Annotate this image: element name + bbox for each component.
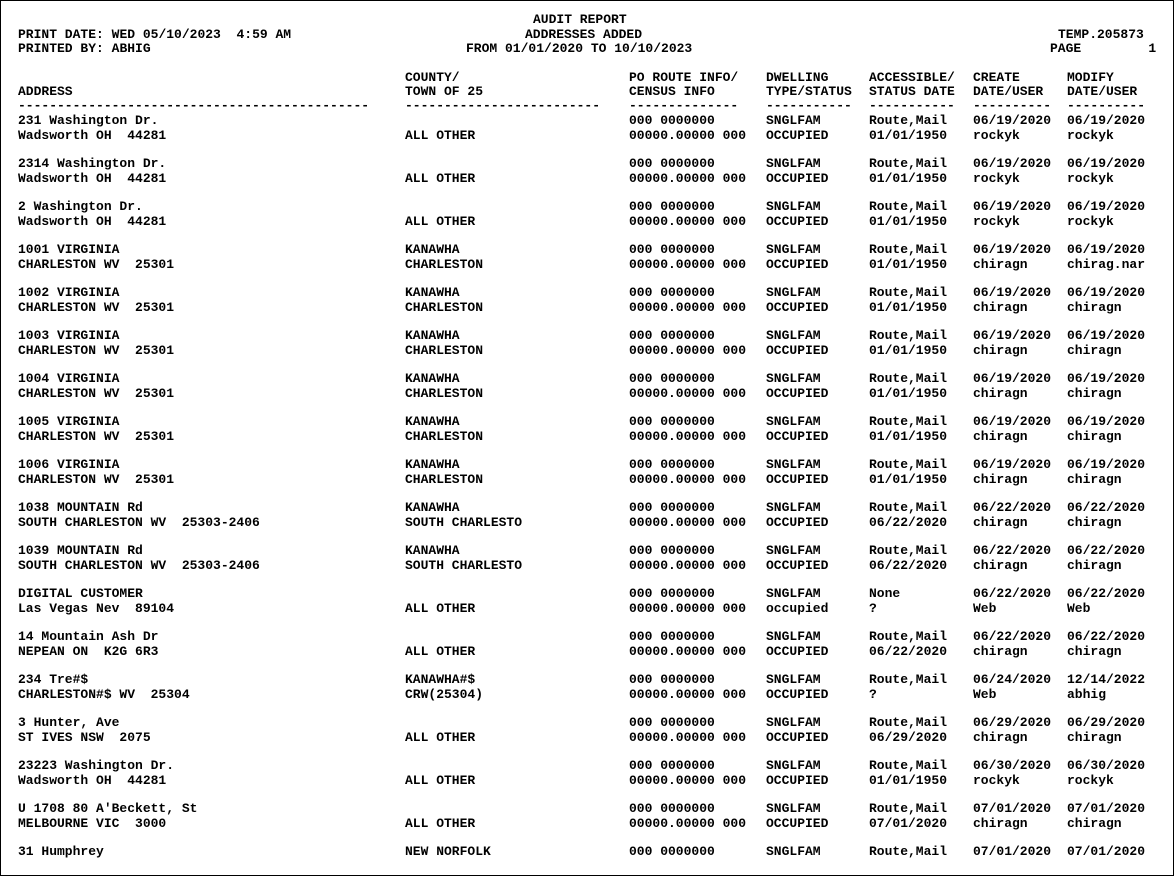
address-cell-line1: 1006 VIRGINIA [18, 457, 120, 472]
county-town-cell-line1: KANAWHA#$ [405, 672, 476, 687]
create-date-user-cell-line1: 06/19/2020 [973, 371, 1052, 386]
modify-date-user-cell-line1: 06/22/2020 [1067, 586, 1146, 601]
create-date-user-cell-line2: chiragn [973, 644, 1028, 659]
create-date-user-cell-line1: 06/19/2020 [973, 457, 1052, 472]
po-route-census-cell-line1: 000 0000000 [629, 371, 715, 386]
county-town-cell-line1: KANAWHA [405, 457, 460, 472]
accessible-status-date-cell-line2: ? [869, 687, 877, 702]
county-town-cell-line1: NEW NORFOLK [405, 844, 491, 859]
modify-date-user-cell-line1: 07/01/2020 [1067, 844, 1146, 859]
po-route-census-cell-line1: 000 0000000 [629, 801, 715, 816]
accessible-status-date-cell-line2: 01/01/1950 [869, 429, 948, 444]
modify-date-user-cell-line1: 06/19/2020 [1067, 199, 1146, 214]
modify-date-user-cell-line1: 06/19/2020 [1067, 242, 1146, 257]
po-route-census-cell-line1: 000 0000000 [629, 414, 715, 429]
modify-date-user-cell-line2: chiragn [1067, 300, 1122, 315]
create-date-user-cell-line2: chiragn [973, 816, 1028, 831]
create-date-user-cell-line1: 06/22/2020 [973, 543, 1052, 558]
address-cell-line1: DIGITAL CUSTOMER [18, 586, 143, 601]
dwelling-type-status-cell-line1: SNGLFAM [766, 156, 821, 171]
accessible-status-date-cell-line2: ? [869, 601, 877, 616]
create-date-user-cell-line1: 06/22/2020 [973, 586, 1052, 601]
temp-id: TEMP.205873 [1058, 27, 1144, 42]
address-cell-line1: 1038 MOUNTAIN Rd [18, 500, 143, 515]
address-cell-line1: 1001 VIRGINIA [18, 242, 120, 257]
po-route-census-cell-line1: 000 0000000 [629, 199, 715, 214]
create-date-user-cell-line2: chiragn [973, 515, 1028, 530]
modify-date-user-cell-line1: 06/30/2020 [1067, 758, 1146, 773]
modify-date-user-cell-line1: 06/19/2020 [1067, 457, 1146, 472]
modify-date-user-cell-line1: 06/19/2020 [1067, 156, 1146, 171]
col-header-type-status: TYPE/STATUS [766, 84, 852, 99]
col-header-county: COUNTY/ [405, 70, 460, 85]
accessible-status-date-cell-line1: Route,Mail [869, 672, 948, 687]
accessible-status-date-cell-line1: Route,Mail [869, 285, 948, 300]
dwelling-type-status-cell-line1: SNGLFAM [766, 457, 821, 472]
county-town-cell-line2: CHARLESTON [405, 343, 484, 358]
create-date-user-cell-line2: chiragn [973, 730, 1028, 745]
dwelling-type-status-cell-line2: OCCUPIED [766, 687, 829, 702]
modify-date-user-cell-line1: 06/29/2020 [1067, 715, 1146, 730]
create-date-user-cell-line2: chiragn [973, 343, 1028, 358]
modify-date-user-cell-line2: chiragn [1067, 472, 1122, 487]
dwelling-type-status-cell-line2: OCCUPIED [766, 171, 829, 186]
dwelling-type-status-cell-line1: SNGLFAM [766, 844, 821, 859]
dwelling-type-status-cell-line2: OCCUPIED [766, 515, 829, 530]
col-header-census: CENSUS INFO [629, 84, 715, 99]
address-cell-line1: 1039 MOUNTAIN Rd [18, 543, 143, 558]
col-header-create-date-user: DATE/USER [973, 84, 1044, 99]
dwelling-type-status-cell-line1: SNGLFAM [766, 629, 821, 644]
po-route-census-cell-line2: 00000.00000 000 [629, 429, 747, 444]
separator-po-route: -------------- [629, 98, 739, 113]
modify-date-user-cell-line2: rockyk [1067, 128, 1114, 143]
county-town-cell-line2: ALL OTHER [405, 816, 476, 831]
col-header-po-route: PO ROUTE INFO/ [629, 70, 739, 85]
create-date-user-cell-line2: Web [973, 601, 997, 616]
page-label: PAGE [1050, 41, 1082, 56]
county-town-cell-line2: ALL OTHER [405, 773, 476, 788]
address-cell-line1: 1003 VIRGINIA [18, 328, 120, 343]
po-route-census-cell-line2: 00000.00000 000 [629, 257, 747, 272]
create-date-user-cell-line2: rockyk [973, 773, 1020, 788]
po-route-census-cell-line2: 00000.00000 000 [629, 687, 747, 702]
po-route-census-cell-line2: 00000.00000 000 [629, 386, 747, 401]
address-cell-line2: CHARLESTON WV 25301 [18, 257, 175, 272]
print-date-label: PRINT DATE: [18, 27, 104, 42]
county-town-cell-line2: CHARLESTON [405, 429, 484, 444]
create-date-user-cell-line1: 07/01/2020 [973, 801, 1052, 816]
modify-date-user-cell-line2: rockyk [1067, 773, 1114, 788]
address-cell-line1: 31 Humphrey [18, 844, 104, 859]
create-date-user-cell-line1: 06/30/2020 [973, 758, 1052, 773]
create-date-user-cell-line2: chiragn [973, 558, 1028, 573]
create-date-user-cell-line1: 06/22/2020 [973, 629, 1052, 644]
po-route-census-cell-line1: 000 0000000 [629, 672, 715, 687]
address-cell-line2: Las Vegas Nev 89104 [18, 601, 175, 616]
accessible-status-date-cell-line2: 01/01/1950 [869, 257, 948, 272]
modify-date-user-cell-line1: 07/01/2020 [1067, 801, 1146, 816]
address-cell-line2: CHARLESTON WV 25301 [18, 472, 175, 487]
col-header-create: CREATE [973, 70, 1020, 85]
po-route-census-cell-line1: 000 0000000 [629, 457, 715, 472]
address-cell-line1: 1004 VIRGINIA [18, 371, 120, 386]
address-cell-line1: 2 Washington Dr. [18, 199, 143, 214]
col-header-modify: MODIFY [1067, 70, 1114, 85]
accessible-status-date-cell-line1: Route,Mail [869, 328, 948, 343]
county-town-cell-line2: SOUTH CHARLESTO [405, 558, 523, 573]
dwelling-type-status-cell-line2: OCCUPIED [766, 257, 829, 272]
po-route-census-cell-line1: 000 0000000 [629, 328, 715, 343]
create-date-user-cell-line1: 06/22/2020 [973, 500, 1052, 515]
accessible-status-date-cell-line1: Route,Mail [869, 457, 948, 472]
create-date-user-cell-line1: 06/19/2020 [973, 328, 1052, 343]
create-date-user-cell-line2: chiragn [973, 472, 1028, 487]
accessible-status-date-cell-line2: 07/01/2020 [869, 816, 948, 831]
printed-by-value: ABHIG [111, 41, 151, 56]
accessible-status-date-cell-line2: 01/01/1950 [869, 300, 948, 315]
separator-create: ---------- [973, 98, 1052, 113]
col-header-accessible: ACCESSIBLE/ [869, 70, 955, 85]
accessible-status-date-cell-line2: 01/01/1950 [869, 343, 948, 358]
modify-date-user-cell-line1: 06/19/2020 [1067, 371, 1146, 386]
accessible-status-date-cell-line1: Route,Mail [869, 844, 948, 859]
modify-date-user-cell-line2: chiragn [1067, 816, 1122, 831]
accessible-status-date-cell-line2: 06/22/2020 [869, 515, 948, 530]
address-cell-line1: 234 Tre#$ [18, 672, 89, 687]
modify-date-user-cell-line2: chirag.nar [1067, 257, 1146, 272]
po-route-census-cell-line2: 00000.00000 000 [629, 472, 747, 487]
address-cell-line2: MELBOURNE VIC 3000 [18, 816, 167, 831]
modify-date-user-cell-line1: 06/22/2020 [1067, 629, 1146, 644]
address-cell-line2: SOUTH CHARLESTON WV 25303-2406 [18, 558, 260, 573]
modify-date-user-cell-line2: chiragn [1067, 386, 1122, 401]
dwelling-type-status-cell-line2: occupied [766, 601, 829, 616]
create-date-user-cell-line2: chiragn [973, 300, 1028, 315]
po-route-census-cell-line2: 00000.00000 000 [629, 558, 747, 573]
accessible-status-date-cell-line2: 01/01/1950 [869, 128, 948, 143]
dwelling-type-status-cell-line2: OCCUPIED [766, 300, 829, 315]
accessible-status-date-cell-line1: Route,Mail [869, 715, 948, 730]
modify-date-user-cell-line2: rockyk [1067, 214, 1114, 229]
modify-date-user-cell-line1: 06/22/2020 [1067, 500, 1146, 515]
col-header-modify-date-user: DATE/USER [1067, 84, 1138, 99]
dwelling-type-status-cell-line1: SNGLFAM [766, 328, 821, 343]
col-header-dwelling: DWELLING [766, 70, 829, 85]
print-date-line [18, 28, 291, 42]
col-header-address: ADDRESS [18, 84, 73, 99]
create-date-user-cell-line2: rockyk [973, 171, 1020, 186]
accessible-status-date-cell-line1: Route,Mail [869, 758, 948, 773]
dwelling-type-status-cell-line2: OCCUPIED [766, 644, 829, 659]
dwelling-type-status-cell-line1: SNGLFAM [766, 285, 821, 300]
po-route-census-cell-line1: 000 0000000 [629, 500, 715, 515]
create-date-user-cell-line2: rockyk [973, 214, 1020, 229]
address-cell-line2: CHARLESTON WV 25301 [18, 300, 175, 315]
dwelling-type-status-cell-line2: OCCUPIED [766, 472, 829, 487]
po-route-census-cell-line2: 00000.00000 000 [629, 128, 747, 143]
dwelling-type-status-cell-line1: SNGLFAM [766, 242, 821, 257]
accessible-status-date-cell-line1: Route,Mail [869, 156, 948, 171]
print-date-value: WED 05/10/2023 4:59 AM [111, 27, 292, 42]
modify-date-user-cell-line2: Web [1067, 601, 1091, 616]
address-cell-line2: CHARLESTON WV 25301 [18, 343, 175, 358]
modify-date-user-cell-line2: chiragn [1067, 515, 1122, 530]
modify-date-user-cell-line1: 06/19/2020 [1067, 113, 1146, 128]
accessible-status-date-cell-line2: 01/01/1950 [869, 214, 948, 229]
po-route-census-cell-line1: 000 0000000 [629, 242, 715, 257]
dwelling-type-status-cell-line1: SNGLFAM [766, 715, 821, 730]
po-route-census-cell-line1: 000 0000000 [629, 285, 715, 300]
accessible-status-date-cell-line2: 01/01/1950 [869, 386, 948, 401]
printed-by-label: PRINTED BY: [18, 41, 104, 56]
po-route-census-cell-line2: 00000.00000 000 [629, 644, 747, 659]
county-town-cell-line2: ALL OTHER [405, 128, 476, 143]
separator-dwelling: ----------- [766, 98, 852, 113]
create-date-user-cell-line1: 06/19/2020 [973, 242, 1052, 257]
address-cell-line2: CHARLESTON#$ WV 25304 [18, 687, 190, 702]
po-route-census-cell-line2: 00000.00000 000 [629, 214, 747, 229]
po-route-census-cell-line1: 000 0000000 [629, 543, 715, 558]
po-route-census-cell-line1: 000 0000000 [629, 715, 715, 730]
address-cell-line2: NEPEAN ON K2G 6R3 [18, 644, 159, 659]
report-subtitle: ADDRESSES ADDED [525, 27, 643, 42]
po-route-census-cell-line2: 00000.00000 000 [629, 773, 747, 788]
address-cell-line2: CHARLESTON WV 25301 [18, 386, 175, 401]
county-town-cell-line2: ALL OTHER [405, 171, 476, 186]
dwelling-type-status-cell-line1: SNGLFAM [766, 113, 821, 128]
create-date-user-cell-line1: 06/19/2020 [973, 285, 1052, 300]
county-town-cell-line1: KANAWHA [405, 543, 460, 558]
dwelling-type-status-cell-line1: SNGLFAM [766, 500, 821, 515]
county-town-cell-line1: KANAWHA [405, 414, 460, 429]
separator-modify: ---------- [1067, 98, 1146, 113]
separator-county: ------------------------- [405, 98, 601, 113]
po-route-census-cell-line2: 00000.00000 000 [629, 343, 747, 358]
accessible-status-date-cell-line1: Route,Mail [869, 414, 948, 429]
dwelling-type-status-cell-line2: OCCUPIED [766, 558, 829, 573]
report-title: AUDIT REPORT [533, 12, 627, 27]
address-cell-line2: SOUTH CHARLESTON WV 25303-2406 [18, 515, 260, 530]
po-route-census-cell-line2: 00000.00000 000 [629, 515, 747, 530]
accessible-status-date-cell-line2: 06/22/2020 [869, 644, 948, 659]
dwelling-type-status-cell-line2: OCCUPIED [766, 773, 829, 788]
dwelling-type-status-cell-line2: OCCUPIED [766, 214, 829, 229]
modify-date-user-cell-line2: chiragn [1067, 558, 1122, 573]
dwelling-type-status-cell-line1: SNGLFAM [766, 414, 821, 429]
dwelling-type-status-cell-line2: OCCUPIED [766, 386, 829, 401]
address-cell-line1: 231 Washington Dr. [18, 113, 159, 128]
county-town-cell-line2: CRW(25304) [405, 687, 484, 702]
create-date-user-cell-line2: chiragn [973, 386, 1028, 401]
dwelling-type-status-cell-line2: OCCUPIED [766, 343, 829, 358]
accessible-status-date-cell-line2: 01/01/1950 [869, 171, 948, 186]
create-date-user-cell-line2: Web [973, 687, 997, 702]
address-cell-line1: 23223 Washington Dr. [18, 758, 175, 773]
po-route-census-cell-line1: 000 0000000 [629, 844, 715, 859]
accessible-status-date-cell-line1: Route,Mail [869, 629, 948, 644]
po-route-census-cell-line1: 000 0000000 [629, 629, 715, 644]
modify-date-user-cell-line2: chiragn [1067, 730, 1122, 745]
accessible-status-date-cell-line2: 01/01/1950 [869, 472, 948, 487]
modify-date-user-cell-line1: 06/22/2020 [1067, 543, 1146, 558]
modify-date-user-cell-line1: 06/19/2020 [1067, 285, 1146, 300]
page-number: 1 [1148, 41, 1157, 56]
accessible-status-date-cell-line1: Route,Mail [869, 500, 948, 515]
modify-date-user-cell-line1: 06/19/2020 [1067, 328, 1146, 343]
address-cell-line2: CHARLESTON WV 25301 [18, 429, 175, 444]
address-cell-line2: Wadsworth OH 44281 [18, 128, 167, 143]
county-town-cell-line2: CHARLESTON [405, 257, 484, 272]
county-town-cell-line1: KANAWHA [405, 285, 460, 300]
create-date-user-cell-line1: 06/19/2020 [973, 414, 1052, 429]
create-date-user-cell-line2: chiragn [973, 429, 1028, 444]
county-town-cell-line2: ALL OTHER [405, 214, 476, 229]
dwelling-type-status-cell-line2: OCCUPIED [766, 128, 829, 143]
dwelling-type-status-cell-line2: OCCUPIED [766, 730, 829, 745]
dwelling-type-status-cell-line1: SNGLFAM [766, 199, 821, 214]
accessible-status-date-cell-line2: 06/22/2020 [869, 558, 948, 573]
accessible-status-date-cell-line2: 01/01/1950 [869, 773, 948, 788]
county-town-cell-line1: KANAWHA [405, 242, 460, 257]
accessible-status-date-cell-line2: 06/29/2020 [869, 730, 948, 745]
accessible-status-date-cell-line1: Route,Mail [869, 242, 948, 257]
county-town-cell-line2: ALL OTHER [405, 644, 476, 659]
county-town-cell-line2: ALL OTHER [405, 601, 476, 616]
modify-date-user-cell-line1: 12/14/2022 [1067, 672, 1146, 687]
separator-address: --------------------------------------------- [18, 98, 370, 113]
accessible-status-date-cell-line1: Route,Mail [869, 113, 948, 128]
county-town-cell-line2: CHARLESTON [405, 300, 484, 315]
dwelling-type-status-cell-line2: OCCUPIED [766, 429, 829, 444]
create-date-user-cell-line1: 06/19/2020 [973, 156, 1052, 171]
address-cell-line1: U 1708 80 A'Beckett, St [18, 801, 198, 816]
po-route-census-cell-line1: 000 0000000 [629, 156, 715, 171]
create-date-user-cell-line1: 06/19/2020 [973, 113, 1052, 128]
separator-accessible: ----------- [869, 98, 955, 113]
report-date-range: FROM 01/01/2020 TO 10/10/2023 [466, 41, 693, 56]
address-cell-line1: 3 Hunter, Ave [18, 715, 120, 730]
address-cell-line2: Wadsworth OH 44281 [18, 773, 167, 788]
dwelling-type-status-cell-line1: SNGLFAM [766, 672, 821, 687]
dwelling-type-status-cell-line1: SNGLFAM [766, 801, 821, 816]
accessible-status-date-cell-line1: None [869, 586, 901, 601]
address-cell-line1: 1002 VIRGINIA [18, 285, 120, 300]
accessible-status-date-cell-line1: Route,Mail [869, 371, 948, 386]
col-header-status-date: STATUS DATE [869, 84, 955, 99]
address-cell-line1: 1005 VIRGINIA [18, 414, 120, 429]
dwelling-type-status-cell-line1: SNGLFAM [766, 371, 821, 386]
modify-date-user-cell-line1: 06/19/2020 [1067, 414, 1146, 429]
modify-date-user-cell-line2: chiragn [1067, 343, 1122, 358]
po-route-census-cell-line2: 00000.00000 000 [629, 300, 747, 315]
county-town-cell-line2: SOUTH CHARLESTO [405, 515, 523, 530]
address-cell-line2: Wadsworth OH 44281 [18, 171, 167, 186]
po-route-census-cell-line2: 00000.00000 000 [629, 730, 747, 745]
address-cell-line1: 2314 Washington Dr. [18, 156, 167, 171]
create-date-user-cell-line1: 07/01/2020 [973, 844, 1052, 859]
page-indicator [1050, 42, 1156, 56]
address-cell-line2: Wadsworth OH 44281 [18, 214, 167, 229]
create-date-user-cell-line1: 06/24/2020 [973, 672, 1052, 687]
modify-date-user-cell-line2: chiragn [1067, 429, 1122, 444]
county-town-cell-line1: KANAWHA [405, 500, 460, 515]
address-cell-line2: ST IVES NSW 2075 [18, 730, 151, 745]
col-header-town: TOWN OF 25 [405, 84, 484, 99]
po-route-census-cell-line2: 00000.00000 000 [629, 601, 747, 616]
modify-date-user-cell-line2: rockyk [1067, 171, 1114, 186]
modify-date-user-cell-line2: chiragn [1067, 644, 1122, 659]
dwelling-type-status-cell-line1: SNGLFAM [766, 586, 821, 601]
create-date-user-cell-line2: chiragn [973, 257, 1028, 272]
accessible-status-date-cell-line1: Route,Mail [869, 801, 948, 816]
create-date-user-cell-line2: rockyk [973, 128, 1020, 143]
accessible-status-date-cell-line1: Route,Mail [869, 199, 948, 214]
county-town-cell-line2: CHARLESTON [405, 386, 484, 401]
dwelling-type-status-cell-line1: SNGLFAM [766, 543, 821, 558]
dwelling-type-status-cell-line2: OCCUPIED [766, 816, 829, 831]
accessible-status-date-cell-line1: Route,Mail [869, 543, 948, 558]
po-route-census-cell-line1: 000 0000000 [629, 758, 715, 773]
po-route-census-cell-line1: 000 0000000 [629, 586, 715, 601]
po-route-census-cell-line1: 000 0000000 [629, 113, 715, 128]
county-town-cell-line1: KANAWHA [405, 328, 460, 343]
create-date-user-cell-line1: 06/29/2020 [973, 715, 1052, 730]
address-cell-line1: 14 Mountain Ash Dr [18, 629, 159, 644]
county-town-cell-line1: KANAWHA [405, 371, 460, 386]
po-route-census-cell-line2: 00000.00000 000 [629, 171, 747, 186]
po-route-census-cell-line2: 00000.00000 000 [629, 816, 747, 831]
county-town-cell-line2: ALL OTHER [405, 730, 476, 745]
dwelling-type-status-cell-line1: SNGLFAM [766, 758, 821, 773]
county-town-cell-line2: CHARLESTON [405, 472, 484, 487]
printed-by-line [18, 42, 151, 56]
modify-date-user-cell-line2: abhig [1067, 687, 1107, 702]
create-date-user-cell-line1: 06/19/2020 [973, 199, 1052, 214]
